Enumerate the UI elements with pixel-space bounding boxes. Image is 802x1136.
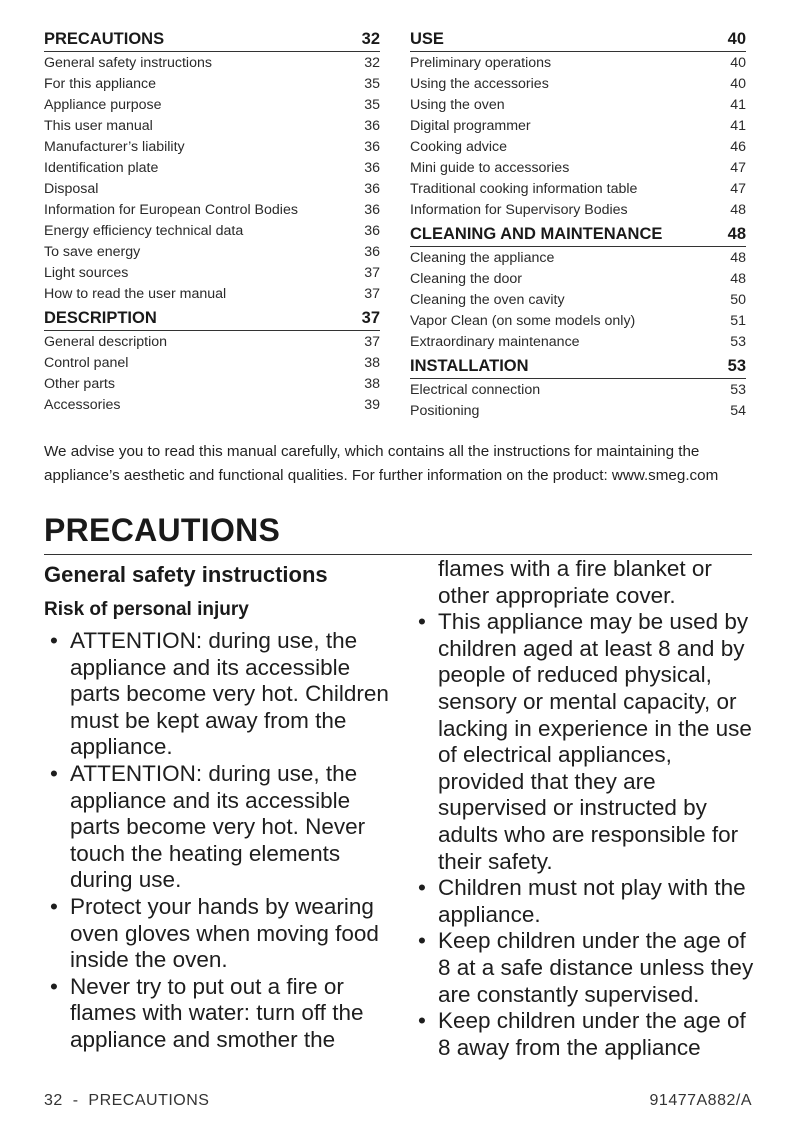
toc-item[interactable] [44, 353, 380, 374]
toc-item-label: General description [44, 334, 168, 350]
toc-item-label: General safety instructions [44, 55, 212, 71]
toc-item-page: 40 [730, 76, 746, 92]
toc-item[interactable] [44, 137, 380, 158]
bullet-item [412, 875, 757, 928]
toc-item-page: 50 [730, 292, 746, 308]
toc-item[interactable] [410, 248, 746, 269]
bullet-text: Keep children under the age of 8 at a safe distance unless they are constantly supervised. [438, 928, 754, 1007]
toc-item[interactable] [44, 158, 380, 179]
toc-section-title: USE [410, 30, 444, 48]
toc-item-label: Other parts [44, 376, 115, 392]
toc-item-page: 53 [730, 382, 746, 398]
bullet-item [44, 974, 389, 1054]
toc-item[interactable] [410, 269, 746, 290]
bullet-icon: • [418, 609, 426, 635]
toc-item-page: 36 [364, 202, 380, 218]
toc-item-label: Traditional cooking information table [410, 181, 638, 197]
toc-item-label: How to read the user manual [44, 286, 227, 302]
bullet-text: Children must not play with the appliance. [438, 875, 746, 927]
toc-section [44, 28, 380, 305]
continued-text: flames with a fire blanket or other appropriate cover. [438, 556, 712, 608]
toc-section-heading[interactable] [410, 223, 746, 247]
toc-item[interactable] [44, 53, 380, 74]
toc-item[interactable] [410, 137, 746, 158]
toc-section-title: PRECAUTIONS [44, 30, 165, 48]
toc-item-page: 54 [730, 403, 746, 419]
toc-item-label: Information for Supervisory Bodies [410, 202, 628, 218]
toc-item[interactable] [44, 74, 380, 95]
toc-item-page: 32 [364, 55, 380, 71]
toc-section-heading[interactable] [410, 355, 746, 379]
toc-item-label: Using the accessories [410, 76, 549, 92]
toc-item-label: Energy efficiency technical data [44, 223, 244, 239]
bullet-icon: • [50, 893, 58, 919]
toc-section-title: DESCRIPTION [44, 309, 157, 327]
bullet-item [44, 628, 389, 761]
toc-item-label: Identification plate [44, 160, 159, 176]
toc-right-column [410, 28, 746, 422]
bullet-icon: • [418, 875, 426, 901]
toc-item-page: 36 [364, 223, 380, 239]
toc-item[interactable] [44, 263, 380, 284]
bullet-item [44, 894, 389, 974]
toc-item-label: Preliminary operations [410, 55, 552, 71]
toc-item-page: 51 [730, 313, 746, 329]
bullet-item [44, 761, 389, 894]
toc-item-page: 48 [730, 202, 746, 218]
toc-item[interactable] [44, 332, 380, 353]
bullet-text: ATTENTION: during use, the appliance and its accessible parts become very hot. Never touch the heating elements during use. [70, 760, 366, 893]
toc-item-label: To save energy [44, 244, 141, 260]
toc-item-label: Manufacturer’s liability [44, 139, 185, 155]
toc-item-page: 35 [364, 97, 380, 113]
toc-item-page: 36 [364, 139, 380, 155]
toc-item[interactable] [410, 380, 746, 401]
toc-item[interactable] [410, 311, 746, 332]
toc-section-heading[interactable] [44, 28, 380, 52]
toc-item-page: 37 [364, 265, 380, 281]
toc-item-label: This user manual [44, 118, 153, 134]
subsection-heading: Risk of personal injury [44, 599, 249, 620]
toc-item-page: 35 [364, 76, 380, 92]
bullet-icon: • [418, 1008, 426, 1034]
bullet-text: ATTENTION: during use, the appliance and its accessible parts become very hot. Children must be kept away from the appliance. [70, 628, 389, 760]
toc-section-page: 48 [727, 225, 746, 243]
toc-item-label: Control panel [44, 355, 129, 371]
toc-item-page: 37 [364, 286, 380, 302]
toc-item-page: 39 [364, 397, 380, 413]
toc-section-page: 53 [727, 357, 746, 375]
toc-item-page: 36 [364, 160, 380, 176]
toc-item-page: 48 [730, 250, 746, 266]
toc-item-label: Positioning [410, 403, 480, 419]
toc-item[interactable] [410, 332, 746, 353]
toc-item-page: 41 [730, 97, 746, 113]
bullet-icon: • [50, 628, 58, 653]
content-right-column [412, 556, 757, 1061]
intro-paragraph: We advise you to read this manual carefully, which contains all the instructions for maintaining the appliance’s aesthetic and functional qualities. For further information on the product: www.smeg.com [44, 443, 719, 484]
toc-item-label: Vapor Clean (on some models only) [410, 313, 636, 329]
toc-item-label: Electrical connection [410, 382, 541, 398]
toc-left-column [44, 28, 380, 416]
toc-item-label: Extraordinary maintenance [410, 334, 580, 350]
toc-item-page: 36 [364, 118, 380, 134]
toc-item-label: Cleaning the oven cavity [410, 292, 565, 308]
toc-item-label: Cleaning the appliance [410, 250, 555, 266]
toc-section-page: 37 [361, 309, 380, 327]
bullet-item [412, 609, 757, 875]
toc-item[interactable] [410, 179, 746, 200]
toc-item-label: For this appliance [44, 76, 156, 92]
toc-item-page: 41 [730, 118, 746, 134]
toc-item-page: 37 [364, 334, 380, 350]
bullet-item [412, 1008, 757, 1061]
toc-item-label: Cooking advice [410, 139, 508, 155]
toc-section-heading[interactable] [44, 307, 380, 331]
toc-item-label: Mini guide to accessories [410, 160, 570, 176]
toc-item-page: 38 [364, 355, 380, 371]
toc-section-title: CLEANING AND MAINTENANCE [410, 225, 663, 243]
toc-item-label: Appliance purpose [44, 97, 162, 113]
toc-item[interactable] [44, 284, 380, 305]
toc-item[interactable] [410, 53, 746, 74]
toc-section-title: INSTALLATION [410, 357, 529, 375]
toc-section-heading[interactable] [410, 28, 746, 52]
content-left-column [44, 556, 389, 1054]
bullet-list [412, 609, 757, 1061]
toc-section [410, 28, 746, 221]
toc-section [410, 355, 746, 422]
bullet-list [44, 628, 389, 1054]
bullet-icon: • [418, 928, 426, 954]
toc-section [44, 307, 380, 416]
toc-item[interactable] [44, 200, 380, 221]
bullet-text: Protect your hands by wearing oven gloves when moving food inside the oven. [70, 893, 379, 973]
toc-item[interactable] [410, 74, 746, 95]
toc-item-page: 47 [730, 160, 746, 176]
toc-item-label: Light sources [44, 265, 129, 281]
toc-item[interactable] [44, 116, 380, 137]
toc-section-page: 40 [727, 30, 746, 48]
toc-item-label: Digital programmer [410, 118, 531, 134]
toc-item[interactable] [44, 395, 380, 416]
footer-doc-code: 91477A882/A [649, 1092, 752, 1109]
bullet-item [412, 928, 757, 1008]
toc-section-page: 32 [361, 30, 380, 48]
toc-item[interactable] [410, 200, 746, 221]
toc-item-page: 36 [364, 244, 380, 260]
toc-item-label: Accessories [44, 397, 121, 413]
bullet-text: Never try to put out a fire or flames with water: turn off the appliance and smother the [70, 973, 364, 1052]
toc-item[interactable] [410, 290, 746, 311]
toc-section [410, 223, 746, 353]
toc-item[interactable] [44, 374, 380, 395]
toc-item[interactable] [410, 158, 746, 179]
bullet-text: This appliance may be used by children aged at least 8 and by people of reduced physical, sensory or mental capacity, or lacking in experience in the use of electrical appliances, provided that they are supervised or instructed by adults who are responsible for their safety. [438, 609, 752, 874]
toc-item-page: 53 [730, 334, 746, 350]
toc-item-page: 38 [364, 376, 380, 392]
toc-item-label: Disposal [44, 181, 99, 197]
toc-item-page: 40 [730, 55, 746, 71]
toc-item-label: Cleaning the door [410, 271, 523, 287]
bullet-text: Keep children under the age of 8 away from the appliance [438, 1008, 746, 1060]
footer-page-label: 32 - PRECAUTIONS [44, 1092, 210, 1109]
toc-item[interactable] [410, 95, 746, 116]
toc-item-page: 48 [730, 271, 746, 287]
bullet-icon: • [50, 973, 58, 999]
page-title: PRECAUTIONS [44, 508, 752, 555]
toc-item-page: 47 [730, 181, 746, 197]
toc-item[interactable] [44, 179, 380, 200]
toc-item-page: 46 [730, 139, 746, 155]
toc-item-label: Using the oven [410, 97, 505, 113]
toc-item[interactable] [410, 116, 746, 137]
toc-item-label: Information for European Control Bodies [44, 202, 298, 218]
section-heading: General safety instructions [44, 562, 328, 587]
toc-item[interactable] [410, 401, 746, 422]
toc-item-page: 36 [364, 181, 380, 197]
toc-item[interactable] [44, 242, 380, 263]
toc-item[interactable] [44, 95, 380, 116]
bullet-icon: • [50, 760, 58, 786]
toc-item[interactable] [44, 221, 380, 242]
